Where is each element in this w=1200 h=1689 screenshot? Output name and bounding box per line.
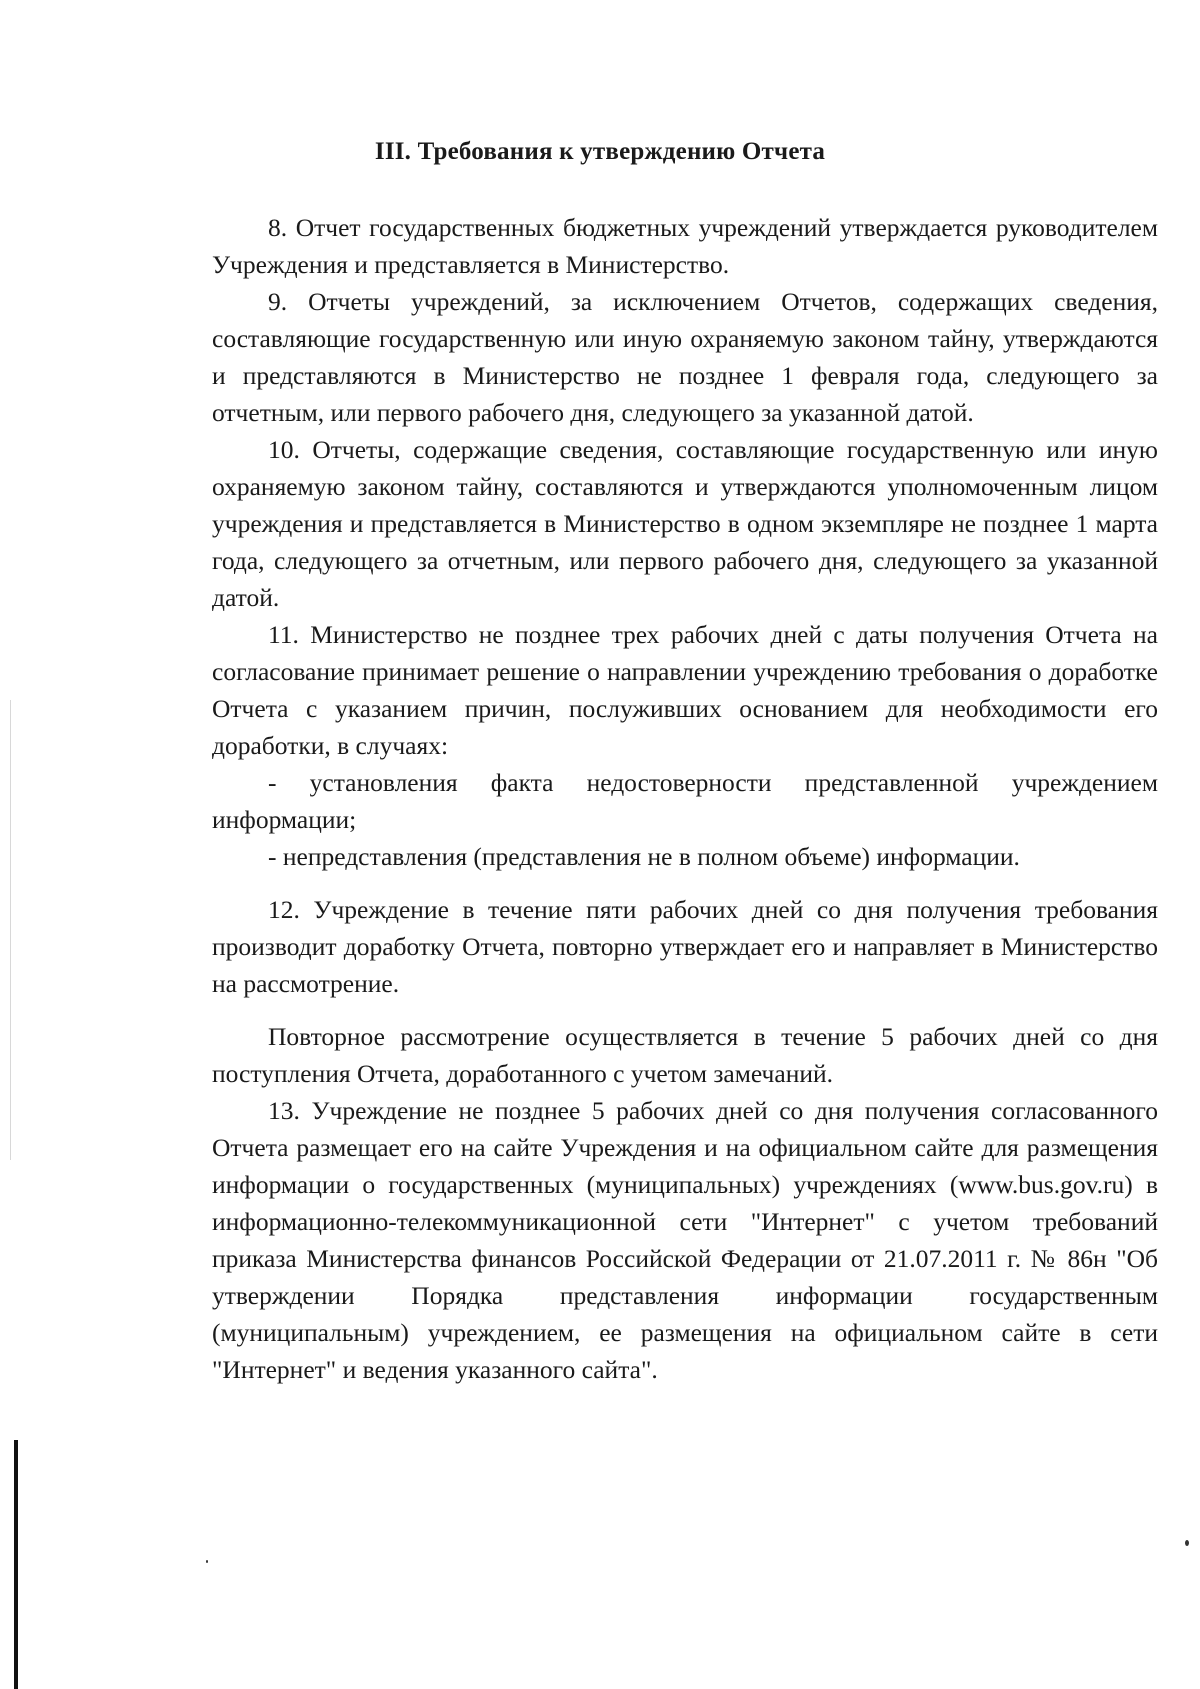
paragraph-13: 13. Учреждение не позднее 5 рабочих дней со дня получения согласованного Отчета размещает его на сайте Учреждения и на официальном сайте для размещения информации о государственных (муниципальных) учреждениях (www.bus.gov.ru) в информационно-телекоммуникационной сети "Интернет" с учетом требований приказа Министерства финансов Российской Федерации от 21.07.2011 г. № 86н "Об утверждении Порядка представления информации государственным (муниципальным) учреждением, ее размещения на официальном сайте в сети "Интернет" и ведения указанного сайта". <box>212 1096 1158 1384</box>
list-item-missing-info: - непредставления (представления не в полном объеме) информации. <box>268 842 1020 871</box>
scan-edge-line <box>14 1440 18 1689</box>
scan-speck <box>206 1560 208 1563</box>
scan-edge-shadow <box>10 700 11 1160</box>
paragraph-repeat-review: Повторное рассмотрение осуществляется в течение 5 рабочих дней со дня поступления Отчета, доработанного с учетом замечаний. <box>212 1022 1158 1088</box>
document-body <box>212 209 1158 1388</box>
paragraph-8: 8. Отчет государственных бюджетных учреждений утверждается руководителем Учреждения и представляется в Министерство. <box>212 213 1158 279</box>
paragraph-10: 10. Отчеты, содержащие сведения, составляющие государственную или иную охраняемую законом тайну, составляются и утверждаются уполномоченным лицом учреждения и представляется в Министерство в одном экземпляре не позднее 1 марта года, следующего за отчетным, или первого рабочего дня, следующего за указанной датой. <box>212 435 1158 612</box>
list-item-unreliable-info: - установления факта недостоверности представленной учреждением информации; <box>212 768 1158 834</box>
paragraph-11: 11. Министерство не позднее трех рабочих дней с даты получения Отчета на согласование принимает решение о направлении учреждению требования о доработке Отчета с указанием причин, послуживших основанием для необходимости его доработки, в случаях: <box>212 620 1158 760</box>
section-heading: III. Требования к утверждению Отчета <box>374 138 826 165</box>
scan-speck <box>1185 1540 1189 1546</box>
paragraph-12: 12. Учреждение в течение пяти рабочих дней со дня получения требования производит доработку Отчета, повторно утверждает его и направляет в Министерство на рассмотрение. <box>212 895 1158 998</box>
paragraph-9: 9. Отчеты учреждений, за исключением Отчетов, содержащих сведения, составляющие государственную или иную охраняемую законом тайну, утверждаются и представляются в Министерство не позднее 1 февраля года, следующего за отчетным, или первого рабочего дня, следующего за указанной датой. <box>212 287 1158 427</box>
